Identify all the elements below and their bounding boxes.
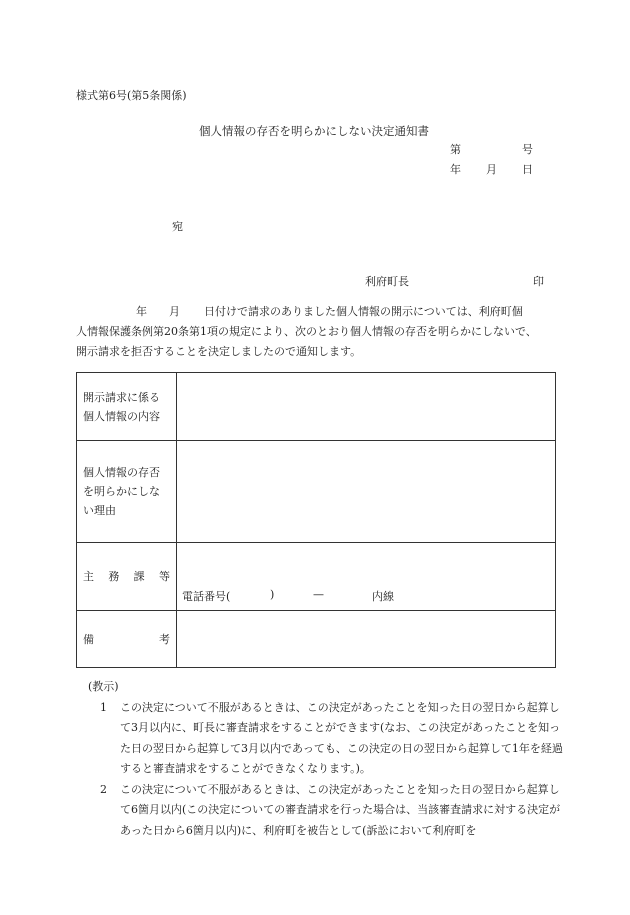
phone-label: 電話番号( [182, 590, 231, 603]
addressee: 宛 [172, 220, 183, 233]
label-char: 務 [108, 570, 120, 583]
table-row [77, 441, 556, 543]
label-char: 等 [158, 570, 170, 583]
instructions-heading: (教示) [88, 680, 119, 693]
remarks-cell [177, 611, 556, 668]
body-line1: 日付けで請求のありました個人情報の開示については、利府町個 [204, 305, 523, 318]
table-row [77, 543, 556, 611]
date-day: 日 [522, 163, 533, 176]
item-text: この決定について不服があるときは、この決定があったことを知った日の翌日から起算して6箇月以内(この決定についての審査請求を行った場合は、当該審査請求に対する決定があった日から6箇月以内)に、利府町を被告として(訴訟において利府町を [120, 782, 561, 837]
seal-mark: 印 [533, 275, 544, 288]
label-char: 課 [133, 570, 145, 583]
remarks-label [77, 611, 177, 668]
body-line3: 開示請求を拒否することを決定しましたので通知します。 [76, 345, 362, 358]
reason-label: 個人情報の存否を明らかにしない理由 [77, 441, 177, 543]
department-cell [177, 543, 556, 611]
list-item [88, 780, 568, 842]
instructions [88, 677, 568, 841]
request-content-label: 開示請求に係る個人情報の内容 [77, 373, 177, 441]
request-content-cell [177, 373, 556, 441]
table-row [77, 373, 556, 441]
decision-table [76, 372, 556, 668]
label-char: 備 [83, 632, 94, 646]
item-number: 1 [100, 700, 107, 714]
number-suffix: 号 [522, 143, 533, 156]
item-text: この決定について不服があるときは、この決定があったことを知った日の翌日から起算して3月以内に、町長に審査請求をすることができます(なお、この決定があったことを知った日の翌日から起算して3月以内であっても、この決定の日の翌日から起算して1年を経過すると審査請求をすることができなくなります。)。 [120, 700, 563, 775]
date-month: 月 [486, 163, 497, 176]
notice-body [76, 302, 560, 362]
extension-label: 内線 [372, 590, 394, 603]
number-prefix: 第 [450, 143, 461, 156]
phone-close: ) [270, 588, 275, 601]
label-char: 考 [159, 632, 170, 646]
document-title: 個人情報の存否を明らかにしない決定通知書 [199, 124, 429, 138]
form-number: 様式第6号(第5条関係) [76, 89, 187, 102]
list-item [88, 698, 568, 780]
date-year: 年 [450, 163, 461, 176]
body-month: 月 [169, 305, 180, 318]
label-char: 主 [83, 570, 94, 583]
body-year: 年 [136, 305, 147, 318]
table-row [77, 611, 556, 668]
item-number: 2 [100, 782, 107, 796]
issuer: 利府町長 [365, 275, 409, 288]
reason-cell [177, 441, 556, 543]
body-line2: 人情報保護条例第20条第1項の規定により、次のとおり個人情報の存否を明らかにしないで、 [76, 325, 537, 338]
phone-dash: — [313, 588, 324, 601]
department-label [77, 543, 177, 611]
